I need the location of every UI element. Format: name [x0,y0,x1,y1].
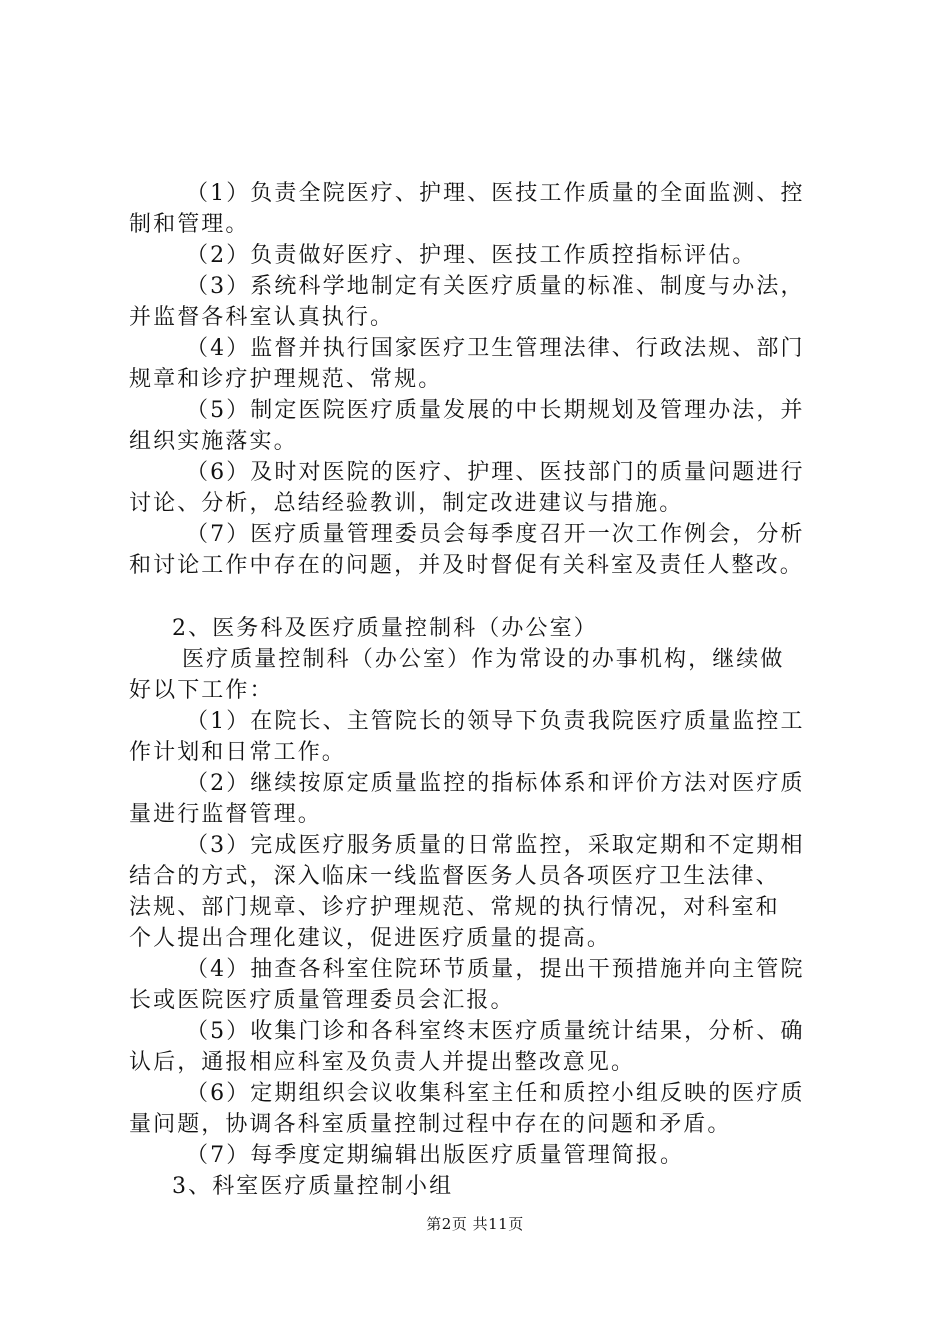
text-line: 讨论、分析，总结经验教训，制定改进建议与措施。 [129,491,684,516]
text-line: 好以下工作： [129,678,274,703]
text-line: 制和管理。 [129,212,250,237]
text-line: （5）收集门诊和各科室终末医疗质量统计结果，分析、确 [186,1019,805,1044]
text-line: （4）监督并执行国家医疗卫生管理法律、行政法规、部门 [186,336,805,361]
text-line: （6）及时对医院的医疗、护理、医技部门的质量问题进行 [186,460,805,485]
section-heading: 3、科室医疗质量控制小组 [172,1174,454,1199]
text-line: （1）在院长、主管院长的领导下负责我院医疗质量监控工 [186,709,805,734]
text-line: （5）制定医院医疗质量发展的中长期规划及管理办法，并 [186,398,805,423]
text-line: 结合的方式，深入临床一线监督医务人员各项医疗卫生法律、 [129,864,780,889]
text-line: 个人提出合理化建议，促进医疗质量的提高。 [129,926,612,951]
text-line: （1）负责全院医疗、护理、医技工作质量的全面监测、控 [186,181,805,206]
text-line: （7）医疗质量管理委员会每季度召开一次工作例会，分析 [186,522,805,547]
text-line: （6）定期组织会议收集科室主任和质控小组反映的医疗质 [186,1081,805,1106]
text-line: （3）完成医疗服务质量的日常监控，采取定期和不定期相 [186,833,805,858]
text-line: （7）每季度定期编辑出版医疗质量管理简报。 [186,1143,685,1168]
text-line: 量问题，协调各科室质量控制过程中存在的问题和矛盾。 [129,1112,732,1137]
text-line: 规章和诊疗护理规范、常规。 [129,367,443,392]
text-line: （2）负责做好医疗、护理、医技工作质控指标评估。 [186,243,757,268]
text-line: 作计划和日常工作。 [129,740,346,765]
text-line: 医疗质量控制科（办公室）作为常设的办事机构，继续做 [182,647,785,672]
text-line: 组织实施落实。 [129,429,298,454]
page-number-footer: 第2页 共11页 [426,1215,524,1233]
text-line: （2）继续按原定质量监控的指标体系和评价方法对医疗质 [186,771,805,796]
text-line: （4）抽查各科室住院环节质量，提出干预措施并向主管院 [186,957,805,982]
text-line: 长或医院医疗质量管理委员会汇报。 [129,988,515,1013]
text-line: 量进行监督管理。 [129,802,322,827]
text-line: （3）系统科学地制定有关医疗质量的标准、制度与办法， [186,274,805,299]
text-line: 法规、部门规章、诊疗护理规范、常规的执行情况，对科室和 [129,895,780,920]
text-line: 认后，通报相应科室及负责人并提出整改意见。 [129,1050,636,1075]
text-line: 和讨论工作中存在的问题，并及时督促有关科室及责任人整改。 [129,553,804,578]
section-heading: 2、医务科及医疗质量控制科（办公室） [172,616,598,641]
text-line: 并监督各科室认真执行。 [129,305,395,330]
